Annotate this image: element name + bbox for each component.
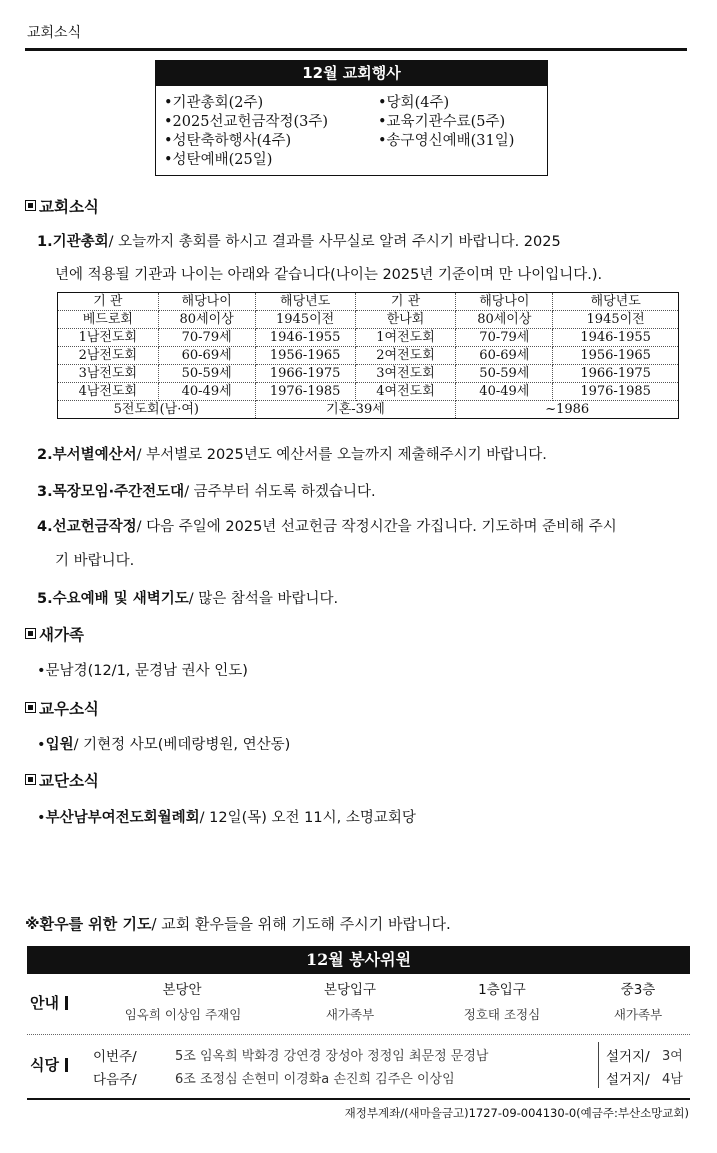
guide-header: 중3층 [620,982,656,998]
member-news-heading: 교우소식 [25,697,99,719]
table-cell: 기혼-39세 [255,401,456,419]
table-cell: 1945이전 [255,311,355,329]
header-rule [25,48,687,51]
table-header-cell: 해당나이 [456,293,553,311]
news-item-2: 2.부서별예산서/ 부서별로 2025년도 예산서를 오늘까지 제출해주시기 바랍니다. [37,447,547,463]
guide-value: 새가족부 [613,1007,663,1022]
new-family-line: •문남경(12/1, 문경남 권사 인도) [37,663,248,679]
table-row [58,347,679,365]
guide-value: 임옥희 이상임 주재임 [124,1007,242,1022]
table-header-row [58,293,679,311]
event-item: •성탄예배(25일) [164,152,273,168]
service-title: 12월 봉사위원 [27,946,690,974]
square-bullet-icon [25,628,36,639]
table-row [58,383,679,401]
denomination-news-line: •부산남부여전도회월례회/ 12일(목) 오전 11시, 소명교회당 [37,810,416,826]
table-cell: 80세이상 [456,311,553,329]
square-bullet-icon [25,702,36,713]
event-item: •2025선교헌금작정(3주) [164,114,329,130]
table-cell: 50-59세 [456,365,553,383]
event-item: •성탄축하행사(4주) [164,133,292,149]
table-cell: 베드로회 [58,311,159,329]
table-cell: 1945이전 [553,311,679,329]
church-news-heading: 교회소식 [25,195,99,217]
table-cell: 60-69세 [456,347,553,365]
table-cell: 5전도회(남·여) [58,401,256,419]
news-item-3: 3.목장모임·주간전도대/ 금주부터 쉬도록 하겠습니다. [37,484,376,500]
table-cell: 한나회 [355,311,456,329]
news-item-4: 4.선교헌금작정/ 다음 주일에 2025년 선교헌금 작정시간을 가집니다. 기도하며 준비해 주시 [37,519,617,535]
table-cell: 60-69세 [158,347,255,365]
guide-value: 새가족부 [325,1007,375,1022]
event-item: •송구영신예배(31일) [378,133,515,149]
table-cell: 80세이상 [158,311,255,329]
square-bullet-icon [25,774,36,785]
table-cell: 3여전도회 [355,365,456,383]
table-cell: 50-59세 [158,365,255,383]
table-cell: 4여전도회 [355,383,456,401]
event-item: •기관총회(2주) [164,95,264,111]
table-cell: 70-79세 [158,329,255,347]
table-cell: 1976-1985 [255,383,355,401]
dish-label: 설거지/ [606,1049,650,1065]
table-cell: 70-79세 [456,329,553,347]
guide-value: 정호태 조정심 [463,1007,541,1022]
denomination-news-heading: 교단소식 [25,769,99,791]
table-header-cell: 해당년도 [553,293,679,311]
event-item: •당회(4주) [378,95,450,111]
table-cell: 1946-1955 [553,329,679,347]
table-row [58,401,679,419]
table-cell: 1976-1985 [553,383,679,401]
dotted-separator [27,1034,690,1035]
events-title: 12월 교회행사 [156,61,547,86]
news-item-1: 1.기관총회/ 오늘까지 총회를 하시고 결과를 사무실로 알려 주시기 바랍니다. 2025 [37,234,561,250]
table-cell: 4남전도회 [58,383,159,401]
table-cell: 3남전도회 [58,365,159,383]
news-item-5: 5.수요예배 및 새벽기도/ 많은 참석을 바랍니다. [37,591,339,607]
dish-value: 4남 [662,1072,683,1087]
table-cell: 1남전도회 [58,329,159,347]
column-divider [598,1042,599,1088]
table-cell: 1966-1975 [255,365,355,383]
news-item-1-continued: 년에 적용될 기관과 나이는 아래와 같습니다(나이는 2025년 기준이며 만 나이입니다.). [55,267,603,283]
guide-header: 본당안 [162,982,202,998]
bar-mark-icon [65,996,68,1010]
table-row [58,365,679,383]
table-row [58,329,679,347]
table-cell: 40-49세 [158,383,255,401]
section-label: 교회소식 [27,25,82,41]
guide-header: 본당입구 [323,982,377,998]
table-row [58,311,679,329]
table-header-cell: 해당년도 [255,293,355,311]
events-box [155,60,548,176]
event-item: •교육기관수료(5주) [378,114,506,130]
guide-label: 안내 [30,992,68,1013]
meal-team: 5조 임옥희 박화경 강연경 장성아 정정임 최문정 문경남 [175,1049,489,1064]
news-item-4-continued: 기 바랍니다. [55,553,135,569]
member-news-line: •입원/ 기현정 사모(베데랑병원, 연산동) [37,737,291,753]
table-header-cell: 기 관 [58,293,159,311]
table-header-cell: 기 관 [355,293,456,311]
footer-rule [27,1098,690,1100]
table-cell: 1956-1965 [255,347,355,365]
bank-account: 재정부계좌/(새마을금고)1727-09-004130-0(예금주:부산소망교회) [344,1106,689,1120]
table-cell: 1966-1975 [553,365,679,383]
prayer-line: ※환우를 위한 기도/ 교회 환우들을 위해 기도해 주시기 바랍니다. [25,915,451,933]
table-cell: 1946-1955 [255,329,355,347]
dish-label: 설거지/ [606,1072,650,1088]
square-bullet-icon [25,200,36,211]
meal-week: 이번주/ [93,1049,137,1065]
table-cell: ~1986 [456,401,679,419]
age-table [57,292,679,419]
table-header-cell: 해당나이 [158,293,255,311]
meal-team: 6조 조정심 손현미 이경화a 손진희 김주은 이상임 [175,1072,455,1087]
meal-week: 다음주/ [93,1072,137,1088]
guide-header: 1층입구 [478,982,526,998]
meal-label: 식당 [30,1054,68,1075]
new-family-heading: 새가족 [25,623,84,645]
table-cell: 2남전도회 [58,347,159,365]
table-cell: 2여전도회 [355,347,456,365]
dish-value: 3여 [662,1049,683,1064]
bar-mark-icon [65,1058,68,1072]
table-cell: 1여전도회 [355,329,456,347]
table-cell: 40-49세 [456,383,553,401]
table-cell: 1956-1965 [553,347,679,365]
